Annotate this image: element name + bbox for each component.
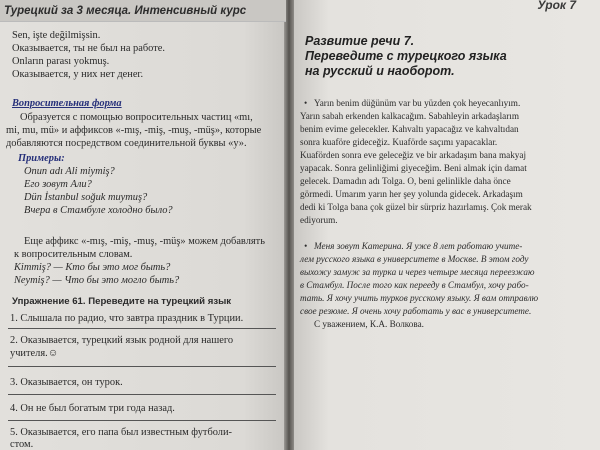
paragraph-line: Yarın benim düğünüm var bu yüzden çok heyecanlıyım. bbox=[314, 98, 521, 108]
signature-line: С уважением, К.А. Волкова. bbox=[314, 319, 424, 329]
text-line: Sen, işte değilmişsin. bbox=[12, 30, 101, 41]
example-line: Вчера в Стамбуле холодно было? bbox=[24, 205, 173, 216]
exercise-item: 5. Оказывается, его папа был известным футболи- bbox=[10, 427, 233, 438]
paragraph-line: Yarın sabah erkenden kalkacağım. Sabahleyin arkadaşlarım bbox=[300, 111, 519, 121]
exercise-item: учителя.☺ bbox=[10, 348, 59, 359]
answer-line bbox=[8, 328, 276, 329]
paragraph-line: в Стамбул. После того как перееду в Стамбул, хочу рабо- bbox=[300, 280, 529, 290]
exercise-title: Упражнение 61. Переведите на турецкий язык bbox=[12, 296, 232, 307]
example-line: Neymiş? — Что бы это могло быть? bbox=[14, 275, 180, 286]
paragraph-line: yapacak. Sonra gelinliğimi giyeceğim. Beni almak için damat bbox=[300, 163, 527, 173]
text-line: Еще аффикс «-mış, -miş, -muş, -müş» можем добавлять bbox=[24, 236, 265, 247]
section-heading: Вопросительная форма bbox=[12, 98, 122, 109]
exercise-item: 3. Оказывается, он турок. bbox=[10, 377, 123, 388]
speech-title: Переведите с турецкого языка bbox=[305, 49, 507, 63]
paragraph-line: тать. Я хочу учить турков русскому языку. Я вам отправлю bbox=[300, 293, 539, 303]
paragraph-line: лем русского языка в университете в Москве. В этом году bbox=[300, 254, 529, 264]
text-line: Onların parası yokmuş. bbox=[12, 56, 110, 67]
speech-title: Развитие речи 7. bbox=[305, 34, 415, 48]
left-running-header: Турецкий за 3 месяца. Интенсивный курс bbox=[0, 0, 286, 22]
right-running-header: Урок 7 bbox=[537, 0, 576, 12]
paragraph-line: dedi ki Tolga bana çok güzel bir sürpriz hazırlamış. Çok merak bbox=[300, 202, 532, 212]
exercise-item: 4. Он не был богатым три года назад. bbox=[10, 403, 175, 414]
example-line: Его зовут Али? bbox=[24, 179, 92, 190]
bullet-icon: • bbox=[304, 241, 308, 251]
speech-title: на русский и наоборот. bbox=[305, 64, 455, 78]
example-line: Dün İstanbul soğuk muymuş? bbox=[24, 192, 148, 203]
example-line: Onun adı Ali miymiş? bbox=[24, 166, 115, 177]
book-gutter bbox=[284, 0, 294, 450]
text-line: mi, mu, mü» и аффиксов «-mış, -miş, -muş, -müş», которые bbox=[6, 125, 262, 136]
answer-line bbox=[8, 366, 276, 367]
text-line: добавляются посредством соединительной буквы «у». bbox=[6, 138, 247, 149]
paragraph-line: свое резюме. Я очень хочу работать у вас в университете. bbox=[300, 306, 532, 316]
bullet-icon: • bbox=[304, 98, 308, 108]
exercise-item: 2. Оказывается, турецкий язык родной для нашего bbox=[10, 335, 234, 346]
paragraph-line: ediyorum. bbox=[300, 215, 338, 225]
answer-line bbox=[8, 420, 276, 421]
examples-label: Примеры: bbox=[18, 153, 65, 164]
text-line: Оказывается, ты не был на работе. bbox=[12, 43, 165, 54]
paragraph-line: sonra kuaföre gideceğiz. Kuaförde saçımı yapacaklar. bbox=[300, 137, 498, 147]
exercise-item: 1. Слышала по радио, что завтра праздник в Турции. bbox=[10, 313, 244, 324]
paragraph-line: görmedi. Umarım yarın her şey yolunda gidecek. Arkadaşım bbox=[300, 189, 523, 199]
paragraph-line: gelecek. Damadın adı Tolga. O, beni gelinlikle daha önce bbox=[300, 176, 511, 186]
text-line: к вопросительным словам. bbox=[14, 249, 133, 260]
paragraph-line: Меня зовут Катерина. Я уже 8 лет работаю учите- bbox=[314, 241, 523, 251]
answer-line bbox=[8, 394, 276, 395]
example-line: Kimmiş? — Кто бы это мог быть? bbox=[14, 262, 171, 273]
paragraph-line: Kuaförden sonra eve geleceğiz ve bir arkadaşım bana makyaj bbox=[300, 150, 527, 160]
paragraph-line: benim evime gelecekler. Kahvaltı yapacağız ve kahvaltıdan bbox=[300, 124, 519, 134]
exercise-item: стом. bbox=[10, 439, 34, 450]
text-line: Оказывается, у них нет денег. bbox=[12, 69, 144, 80]
paragraph-line: выхожу замуж за турка и через четыре месяца переезжаю bbox=[300, 267, 535, 277]
text-line: Образуется с помощью вопросительных частиц «mı, bbox=[20, 112, 253, 123]
